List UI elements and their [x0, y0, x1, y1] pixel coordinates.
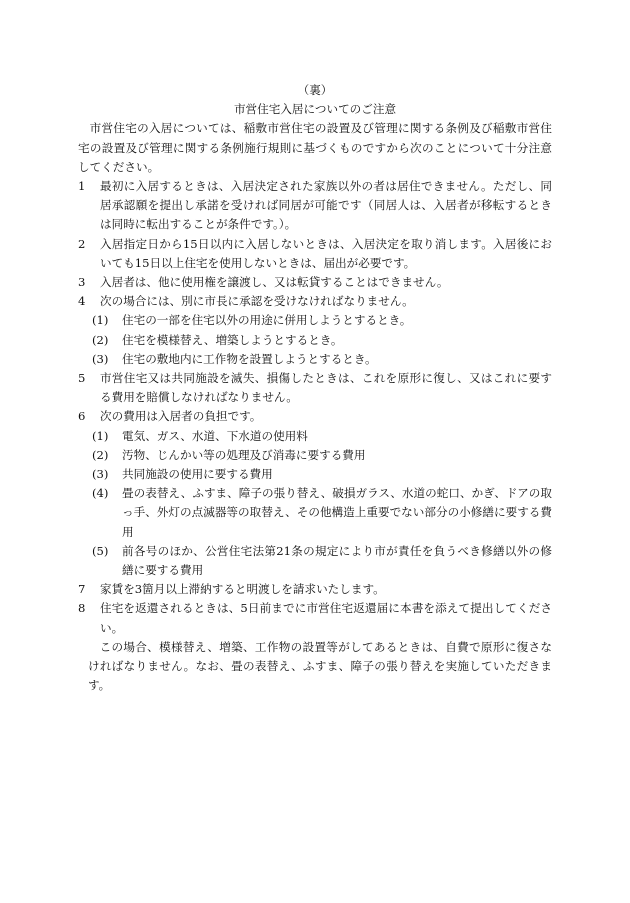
item-text: 家賃を3箇月以上滞納すると明渡しを請求いたします。	[100, 582, 385, 597]
item-text: 住宅を返還されるときは、5日前までに市営住宅返還届に本書を添えて提出してください。	[100, 601, 552, 635]
sub-item-number: (5)	[92, 543, 109, 558]
document-page	[78, 81, 552, 696]
item-number: 6	[78, 409, 86, 424]
item-text: 入居指定日から15日以内に入居しないときは、入居決定を取り消します。入居後においても15日以上住宅を使用しないときは、届出が必要です。	[100, 236, 552, 270]
sub-item-number: (1)	[92, 313, 109, 328]
item-number: 1	[78, 179, 86, 194]
sub-item-text: 住宅の一部を住宅以外の用途に併用しようとするとき。	[122, 313, 412, 328]
sub-item-text: 共同施設の使用に要する費用	[122, 467, 273, 482]
sub-item-4-3	[78, 350, 552, 369]
item-number: 3	[78, 275, 86, 290]
sub-item-number: (2)	[92, 447, 109, 462]
sub-item-number: (2)	[92, 332, 109, 347]
item-text: 次の費用は入居者の負担です。	[100, 409, 262, 424]
sub-item-6-1	[78, 427, 552, 446]
sub-item-text: 住宅を模様替え、増築しようとするとき。	[122, 332, 343, 347]
list-item-7	[78, 580, 552, 599]
item-number: 8	[78, 601, 86, 616]
sub-item-6-2	[78, 446, 552, 465]
sub-item-text: 前各号のほか、公営住宅法第21条の規定により市が責任を負うべき修繕以外の修繕に要する費用	[122, 543, 552, 578]
sub-item-4-2	[78, 331, 552, 350]
item-text: 市営住宅又は共同施設を滅失、損傷したときは、これを原形に復し、又はこれに要する費用を賠償しなければなりません。	[100, 371, 552, 405]
item-number: 4	[78, 294, 86, 309]
sub-item-text: 電気、ガス、水道、下水道の使用料	[122, 428, 308, 443]
list-item-3	[78, 273, 552, 292]
list-item-1	[78, 177, 552, 235]
item-number: 5	[78, 371, 86, 386]
sub-item-number: (3)	[92, 351, 109, 366]
list-item-4	[78, 292, 552, 311]
sub-item-4-1	[78, 311, 552, 330]
list-item-8	[78, 599, 552, 637]
document-title: 市営住宅入居についてのご注意	[233, 102, 397, 117]
item-text: 最初に入居するときは、入居決定された家族以外の者は居住できません。ただし、同居承認願を提出し承諾を受ければ同居が可能です（同居人は、入居者が移転するときは同時に転出することが条件です。）。	[100, 179, 552, 232]
sub-item-text: 住宅の敷地内に工作物を設置しようとするとき。	[122, 351, 377, 366]
intro-paragraph: 市営住宅の入居については、稲敷市営住宅の設置及び管理に関する条例及び稲敷市営住宅の設置及び管理に関する条例施行規則に基づくものですから次のことについて十分注意してください。	[78, 121, 552, 174]
item-number: 7	[78, 582, 86, 597]
item-text: 次の場合には、別に市長に承認を受けなければなりません。	[100, 294, 414, 309]
item-number: 2	[78, 236, 86, 251]
list-item-5	[78, 369, 552, 407]
item-text: 入居者は、他に使用権を譲渡し、又は転貸することはできません。	[100, 275, 449, 290]
sub-item-6-4	[78, 484, 552, 542]
sub-item-number: (1)	[92, 428, 109, 443]
side-label: （裏）	[297, 83, 333, 97]
list-item-6	[78, 407, 552, 426]
sub-item-number: (3)	[92, 467, 109, 482]
item-8-note: この場合、模様替え、増築、工作物の設置等がしてあるときは、自費で原形に復さなければなりません。なお、畳の表替え、ふすま、障子の張り替えを実施していただきます。	[88, 639, 552, 693]
sub-item-text: 汚物、じんかい等の処理及び消毒に要する費用	[122, 447, 366, 462]
list-item-2	[78, 235, 552, 273]
sub-item-6-3	[78, 465, 552, 484]
sub-item-number: (4)	[92, 486, 109, 501]
sub-item-text: 畳の表替え、ふすま、障子の張り替え、破損ガラス、水道の蛇口、かぎ、ドアの取っ手、外灯の点滅器等の取替え、その他構造上重要でない部分の小修繕に要する費用	[122, 486, 552, 539]
sub-item-6-5	[78, 542, 552, 580]
